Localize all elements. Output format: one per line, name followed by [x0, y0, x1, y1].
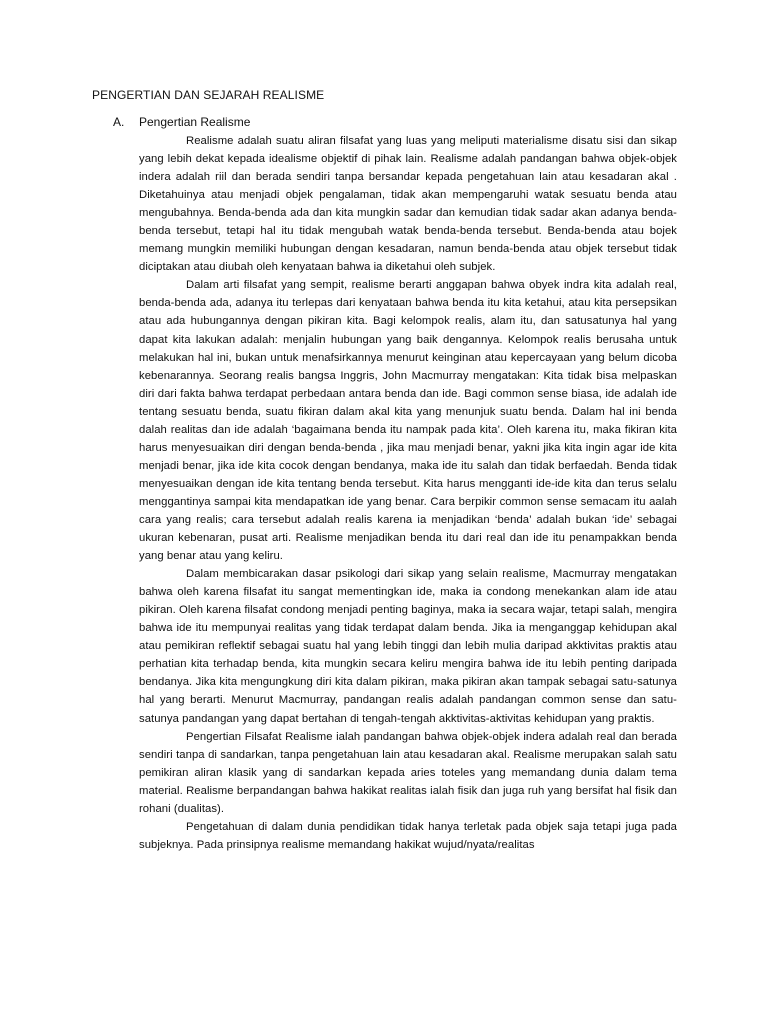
section-heading — [113, 115, 250, 129]
document-body — [139, 132, 677, 854]
paragraph-3: Dalam membicarakan dasar psikologi dari sikap yang selain realisme, Macmurray mengatakan bahwa oleh karena filsafat itu sangat mementingkan ide, maka ia condong menekankan alam ide atau pikiran. Oleh karena filsafat condong menjadi penting baginya, maka ia secara wajar, tetapi salah, mengira bahwa ide itu mempunyai realitas yang tidak terdapat dalam benda. Jika ia menganggap kehidupan akal atau pemikiran reflektif sebagai suatu hal yang lebih tinggi dan lebih mulia daripad akktivitas praktis atau perhatian kita terhadap benda, kita mungkin secara keliru mengira bahwa ide itu lebih penting daripada bendanya. Jika kita mengungkung diri kita dalam pikiran, maka pikiran akan tampak sebagai satu-satunya hal yang berarti. Menurut Macmurray, pandangan realis adalah pandangan common sense dan satu-satunya pandangan yang dapat bertahan di tengah-tengah akktivitas-aktivitas kehidupan yang praktis. — [139, 568, 677, 725]
document-title: PENGERTIAN DAN SEJARAH REALISME — [92, 88, 325, 102]
paragraph-1: Realisme adalah suatu aliran filsafat yang luas yang meliputi materialisme disatu sisi dan sikap yang lebih dekat kepada idealisme objektif di pihak lain. Realisme adalah pandangan bahwa objek-objek indera adalah riil dan berada sendiri tanpa bersandar kepada pengetahuan lain atau kesadaran akal . Diketahuinya atau menjadi objek pengalaman, tidak akan mempengaruhi watak sesuatu benda atau mengubahnya. Benda-benda ada dan kita mungkin sadar dan kemudian tidak sadar akan adanya benda-benda tersebut, tetapi hal itu tidak mengubah watak benda-benda tersebut. Benda-benda atau bojek memang mungkin memiliki hubungan dengan kesadaran, namun benda-benda atau objek tersebut tidak diciptakan atau diubah oleh kenyataan bahwa ia diketahui oleh subjek. — [139, 135, 677, 274]
paragraph-2: Dalam arti filsafat yang sempit, realisme berarti anggapan bahwa obyek indra kita adalah real, benda-benda ada, adanya itu terlepas dari kenyataan bahwa benda itu kita ketahui, atau kita persepsikan atau ada hubungannya dengan pikiran kita. Bagi kelompok realis, alam itu, dan satusatunya hal yang dapat kita lakukan adalah: menjalin hubungan yang baik dengannya. Kelompok realis berusaha untuk melakukan hal ini, bukan untuk menafsirkannya menurut keinginan atau kepercayaan yang belum dicoba kebenarannya. Seorang realis bangsa Inggris, John Macmurray mengatakan: Kita tidak bisa melpaskan diri dari fakta bahwa terdapat perbedaan antara benda dan ide. Bagi common sense biasa, ide adalah ide tentang sesuatu benda, suatu fikiran dalam akal kita yang menunjuk suatu benda. Dalam hal ini benda dalah realitas dan ide adalah ‘bagaimana benda itu nampak pada kita’. Oleh karena itu, maka fikiran kita harus menyesuaikan diri dengan benda-benda , jika mau menjadi benar, yakni jika kita ingin agar ide kita menjadi benar, jika ide kita cocok dengan bendanya, maka ide itu salah dan tidak berfaedah. Benda tidak menyesuaikan dengan ide kita tentang benda tersebut. Kita harus mengganti ide-ide kita dan terus selalu menggantinya sampai kita mendapatkan ide yang benar. Cara berpikir common sense semacam itu aalah cara yang realis; cara tersebut adalah realis karena ia menjadikan ‘benda’ adalah bukan ‘ide’ sebagai ukuran kebenaran, pusat arti. Realisme menjadikan benda itu dari real dan ide itu penampakkan benda yang benar atau yang keliru. — [139, 279, 677, 563]
section-marker: A. — [113, 115, 125, 129]
paragraph-5: Pengetahuan di dalam dunia pendidikan tidak hanya terletak pada objek saja tetapi juga pada subjeknya. Pada prinsipnya realisme memandang hakikat wujud/nyata/realitas — [139, 820, 677, 851]
section-heading-text: Pengertian Realisme — [139, 115, 251, 129]
paragraph-4: Pengertian Filsafat Realisme ialah pandangan bahwa objek-objek indera adalah real dan berada sendiri tanpa di sandarkan, tanpa pengetahuan lain atau kesadaran akal. Realisme merupakan salah satu pemikiran aliran klasik yang di sandarkan kepada aries toteles yang memandang dunia dalam tema material. Realisme berpandangan bahwa hakikat realitas ialah fisik dan juga ruh yang bersifat hal fisik dan rohani (dualitas). — [139, 730, 677, 815]
